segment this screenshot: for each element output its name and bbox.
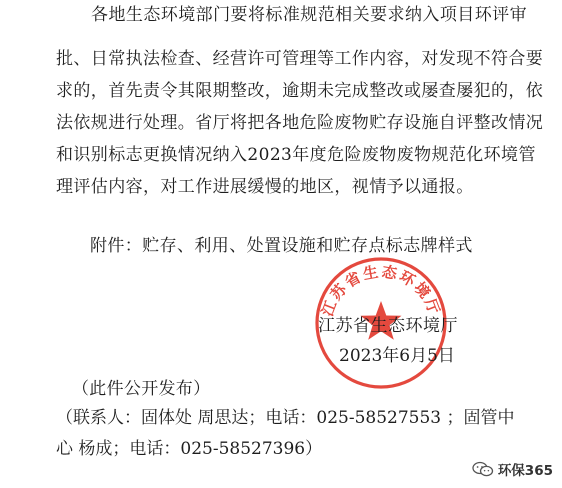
contact-line-1: （联系人：固体处 周思达；电话：025-58527553 ；固管中 [56, 408, 515, 428]
issue-date: 2023年6月5日 [339, 346, 455, 366]
watermark [472, 459, 553, 479]
paragraph-line-5: 和识别标志更换情况纳入2023年度危险废物废物规范化环境管 [56, 145, 536, 165]
paragraph-line-1: 各地生态环境部门要将标准规范相关要求纳入项目环评审 [91, 5, 527, 25]
paragraph-line-3: 求的，首先责令其限期整改，逾期未完成整改或屡查屡犯的，依 [56, 81, 544, 101]
issuer-name: 江苏省生态环境厅 [318, 316, 458, 336]
paragraph-line-4: 法依规进行处理。省厅将把各地危险废物贮存设施自评整改情况 [56, 113, 544, 133]
contact-line-2: 心 杨成；电话：025-58527396） [56, 439, 323, 459]
public-note: （此件公开发布） [72, 379, 211, 399]
seal-text: 江苏省生态环境厅 [318, 262, 444, 319]
attachment-line: 附件：贮存、利用、处置设施和贮存点标志牌样式 [90, 236, 473, 256]
paragraph-line-2: 批、日常执法检查、经营许可管理等工作内容，对发现不符合要 [56, 49, 544, 69]
wechat-icon [472, 461, 494, 477]
paragraph-line-6: 理评估内容，对工作进展缓慢的地区，视情予以通报。 [56, 177, 474, 197]
watermark-text: 环保365 [497, 463, 553, 479]
